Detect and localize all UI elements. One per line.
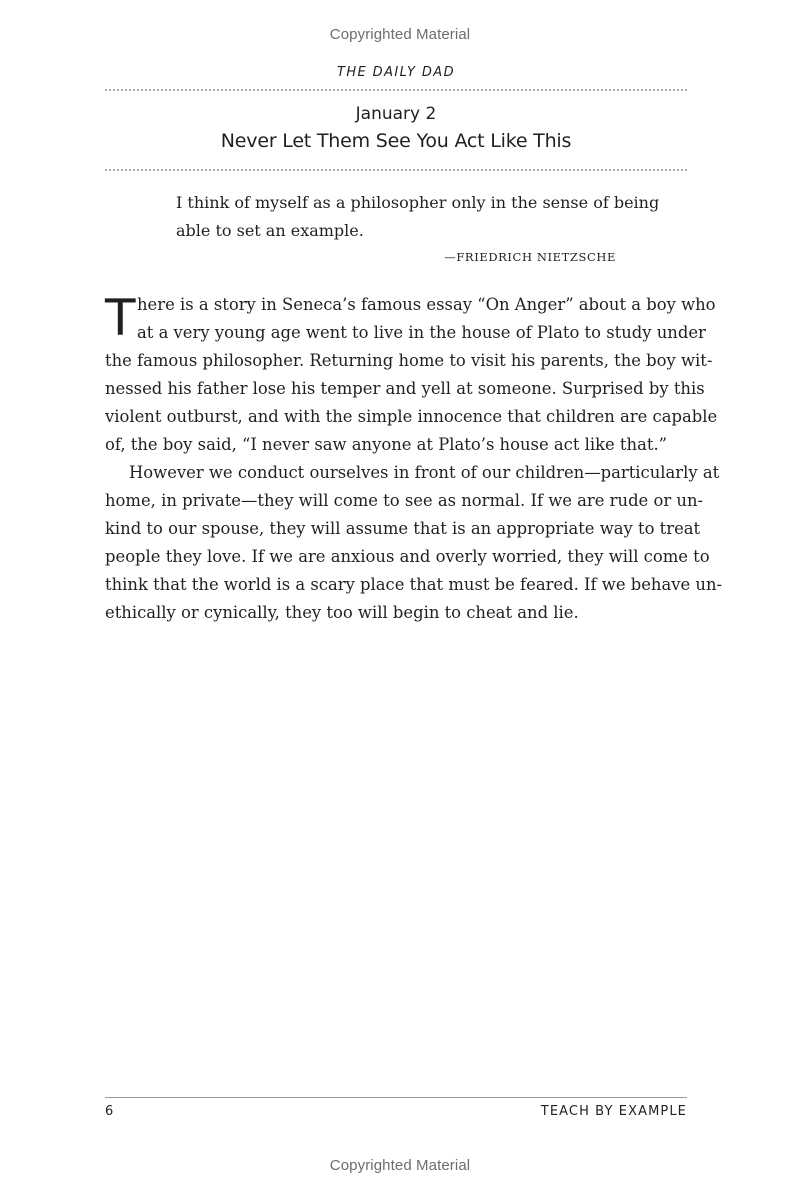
page-number: 6 bbox=[105, 1104, 114, 1119]
body-line: home, in private—they will come to see as normal. If we are rude or un- bbox=[105, 491, 704, 510]
body-line: ethically or cynically, they too will begin to cheat and lie. bbox=[105, 603, 579, 622]
body-line: here is a story in Seneca’s famous essay “On Anger” about a boy who bbox=[137, 295, 716, 314]
epigraph-line: able to set an example. bbox=[176, 220, 364, 240]
body-line: However we conduct ourselves in front of our children—particularly at bbox=[129, 463, 720, 482]
body-text bbox=[105, 289, 723, 627]
epigraph bbox=[176, 189, 660, 244]
dotted-rule-top bbox=[105, 89, 687, 91]
body-line: of, the boy said, “I never saw anyone at Plato’s house act like that.” bbox=[105, 435, 668, 454]
copyright-watermark-top: Copyrighted Material bbox=[329, 26, 471, 43]
dotted-rule-bottom bbox=[105, 169, 687, 171]
entry-title: Never Let Them See You Act Like This bbox=[220, 130, 572, 152]
running-head: THE DAILY DAD bbox=[337, 65, 455, 80]
body-line: at a very young age went to live in the house of Plato to study under bbox=[137, 323, 706, 342]
footer-rule bbox=[105, 1097, 687, 1098]
body-line: people they love. If we are anxious and overly worried, they will come to bbox=[105, 547, 710, 566]
body-line: think that the world is a scary place that must be feared. If we behave un- bbox=[105, 575, 723, 594]
body-line: kind to our spouse, they will assume that is an appropriate way to treat bbox=[105, 519, 701, 538]
drop-cap: T bbox=[105, 289, 136, 347]
epigraph-attribution: —FRIEDRICH NIETZSCHE bbox=[444, 250, 616, 264]
body-line: the famous philosopher. Returning home to visit his parents, the boy wit- bbox=[105, 351, 713, 370]
section-name: TEACH BY EXAMPLE bbox=[540, 1104, 687, 1119]
body-line: violent outburst, and with the simple innocence that children are capable bbox=[105, 407, 718, 426]
epigraph-line: I think of myself as a philosopher only in the sense of being bbox=[176, 193, 660, 212]
entry-date: January 2 bbox=[355, 104, 437, 124]
copyright-watermark-bottom: Copyrighted Material bbox=[329, 1157, 471, 1174]
body-line: nessed his father lose his temper and yell at someone. Surprised by this bbox=[105, 379, 705, 398]
